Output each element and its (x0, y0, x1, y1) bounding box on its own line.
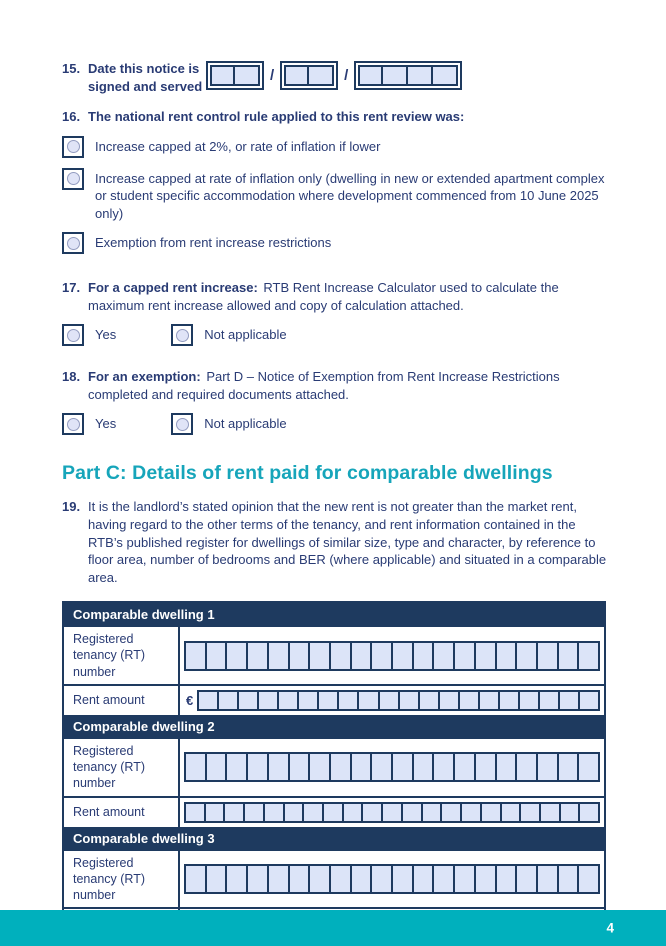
character-box[interactable] (453, 754, 474, 780)
character-box[interactable] (412, 754, 433, 780)
character-box[interactable] (217, 692, 237, 709)
character-box[interactable] (246, 643, 267, 669)
character-box[interactable] (458, 692, 478, 709)
question-18 (62, 368, 608, 403)
character-box[interactable] (557, 866, 578, 892)
row-fields (180, 798, 604, 827)
character-box[interactable] (536, 754, 557, 780)
character-box[interactable] (225, 754, 246, 780)
character-box[interactable] (246, 754, 267, 780)
character-box[interactable] (515, 643, 536, 669)
character-box[interactable] (412, 643, 433, 669)
date-digit-box[interactable] (358, 65, 383, 86)
character-box[interactable] (283, 804, 303, 821)
checkbox[interactable] (62, 136, 84, 158)
character-box[interactable] (186, 754, 205, 780)
question-15-label: Date this notice is signed and served (88, 61, 203, 94)
form-content (62, 60, 608, 940)
character-box[interactable] (378, 692, 398, 709)
character-box[interactable] (246, 866, 267, 892)
character-box[interactable] (350, 643, 371, 669)
character-box[interactable] (577, 754, 598, 780)
date-digit-box[interactable] (309, 65, 334, 86)
radio-circle-icon (67, 172, 80, 185)
checkbox-option (171, 324, 286, 346)
character-box[interactable] (381, 804, 401, 821)
question-17-choices (62, 324, 608, 346)
character-box[interactable] (432, 643, 453, 669)
character-box[interactable] (267, 643, 288, 669)
character-box[interactable] (478, 692, 498, 709)
character-box[interactable] (558, 692, 578, 709)
character-box[interactable] (329, 866, 350, 892)
row-label: Rent amount (64, 798, 180, 827)
checkbox-label: Yes (95, 327, 117, 343)
question-number: 18. (62, 369, 81, 385)
question-number: 15. (62, 61, 81, 76)
character-box[interactable] (329, 643, 350, 669)
character-box[interactable] (557, 643, 578, 669)
character-box[interactable] (263, 804, 283, 821)
character-box[interactable] (297, 692, 317, 709)
character-box[interactable] (474, 754, 495, 780)
character-box[interactable] (536, 643, 557, 669)
checkbox-option (62, 324, 116, 346)
date-digit-box[interactable] (383, 65, 408, 86)
character-box[interactable] (391, 643, 412, 669)
character-box[interactable] (288, 754, 309, 780)
part-c-title: Part C: Details of rent paid for comparable dwellings (62, 462, 553, 485)
radio-circle-icon (67, 329, 80, 342)
date-group (280, 61, 338, 90)
character-box[interactable] (223, 804, 243, 821)
date-digit-box[interactable] (433, 65, 458, 86)
character-box[interactable] (370, 866, 391, 892)
radio-circle-icon (67, 237, 80, 250)
character-box[interactable] (277, 692, 297, 709)
character-box[interactable] (391, 754, 412, 780)
question-16-options (62, 136, 608, 255)
character-box[interactable] (257, 692, 277, 709)
character-box[interactable] (453, 866, 474, 892)
date-separator: / (344, 67, 349, 84)
checkbox-label: Increase capped at 2%, or rate of inflation if lower (95, 138, 381, 154)
character-box[interactable] (350, 754, 371, 780)
character-box[interactable] (515, 866, 536, 892)
checkbox-label: Increase capped at rate of inflation only (dwelling in new or extended apartment complex or student specific accommodation where development commenced from 10 June 2025 only) (95, 170, 605, 221)
character-box[interactable] (288, 866, 309, 892)
character-box[interactable] (361, 804, 381, 821)
question-15 (62, 60, 608, 95)
euro-symbol: € (186, 692, 194, 708)
question-18-lead: For an exemption: (88, 369, 201, 385)
question-number: 17. (62, 280, 81, 296)
character-box[interactable] (438, 692, 458, 709)
rent-amount-boxes (197, 690, 600, 711)
character-box[interactable] (243, 804, 263, 821)
question-17-body: RTB Rent Increase Calculator used to calculate the maximum rent increase allowed and copy of calculation attached. (88, 280, 559, 313)
row-fields (180, 686, 604, 715)
checkbox[interactable] (62, 232, 84, 254)
date-group (206, 61, 264, 90)
character-box[interactable] (186, 804, 204, 821)
question-19 (62, 498, 608, 586)
character-box[interactable] (308, 866, 329, 892)
question-19-text: It is the landlord’s stated opinion that the new rent is not greater than the market rent, having regard to the other terms of the tenancy, and rent information contained in the RTB’s published register for dwellings of similar size, type and character, by reference to floor area, number of bedrooms and BER (where applicable) and situated in a comparable area. (88, 499, 607, 585)
character-box[interactable] (519, 804, 539, 821)
character-box[interactable] (432, 866, 453, 892)
date-group (354, 61, 462, 90)
row-fields (180, 627, 604, 684)
character-box[interactable] (350, 866, 371, 892)
character-box[interactable] (329, 754, 350, 780)
character-box[interactable] (370, 643, 391, 669)
radio-circle-icon (176, 418, 189, 431)
dwelling-section-header: Comparable dwelling 2 (64, 715, 604, 737)
checkbox[interactable] (62, 324, 84, 346)
question-17-lead: For a capped rent increase: (88, 280, 258, 296)
character-box[interactable] (412, 866, 433, 892)
character-box[interactable] (317, 692, 337, 709)
character-box[interactable] (474, 866, 495, 892)
character-box[interactable] (495, 643, 516, 669)
row-label: Registered tenancy (RT) number (64, 851, 180, 908)
checkbox-label: Not applicable (204, 327, 287, 343)
character-box[interactable] (401, 804, 421, 821)
checkbox-option (62, 232, 608, 254)
checkbox[interactable] (62, 168, 84, 190)
question-17 (62, 279, 608, 314)
character-box[interactable] (515, 754, 536, 780)
table-row (64, 849, 604, 908)
checkbox[interactable] (171, 413, 193, 435)
radio-circle-icon (67, 418, 80, 431)
character-box[interactable] (267, 754, 288, 780)
character-box[interactable] (559, 804, 579, 821)
question-number: 19. (62, 499, 81, 515)
checkbox-label: Exemption from rent increase restrictions (95, 235, 332, 251)
question-18-text (88, 368, 608, 403)
question-18-body: Part D – Notice of Exemption from Rent Increase Restrictions completed and required documents attached. (88, 369, 560, 402)
character-box[interactable] (199, 692, 217, 709)
checkbox-label: Yes (95, 416, 117, 432)
character-box[interactable] (308, 754, 329, 780)
character-box[interactable] (322, 804, 342, 821)
character-box[interactable] (557, 754, 578, 780)
character-box[interactable] (474, 643, 495, 669)
character-box[interactable] (205, 643, 226, 669)
character-box[interactable] (440, 804, 460, 821)
row-label: Registered tenancy (RT) number (64, 627, 180, 684)
character-box[interactable] (495, 754, 516, 780)
character-box[interactable] (308, 643, 329, 669)
question-16-heading: The national rent control rule applied to this rent review was: (88, 109, 465, 125)
character-box[interactable] (418, 692, 438, 709)
row-fields (180, 851, 604, 908)
table-row (64, 625, 604, 684)
question-number: 16. (62, 109, 81, 125)
row-fields (180, 739, 604, 796)
table-row (64, 737, 604, 796)
character-box[interactable] (186, 643, 205, 669)
checkbox[interactable] (62, 413, 84, 435)
checkbox-option (171, 413, 286, 435)
date-signed-field (206, 61, 462, 90)
dwelling-section-header: Comparable dwelling 3 (64, 827, 604, 849)
rt-number-boxes (184, 641, 600, 671)
character-box[interactable] (578, 692, 598, 709)
character-box[interactable] (577, 866, 598, 892)
character-box[interactable] (237, 692, 257, 709)
character-box[interactable] (186, 866, 205, 892)
character-box[interactable] (288, 643, 309, 669)
character-box[interactable] (337, 692, 357, 709)
date-digit-box[interactable] (235, 65, 260, 86)
date-digit-box[interactable] (408, 65, 433, 86)
character-box[interactable] (577, 643, 598, 669)
character-box[interactable] (539, 804, 559, 821)
character-box[interactable] (453, 643, 474, 669)
character-box[interactable] (421, 804, 441, 821)
table-row (64, 796, 604, 827)
date-separator: / (270, 67, 275, 84)
question-17-text (88, 279, 608, 314)
question-18-choices (62, 413, 608, 435)
checkbox-label: Not applicable (204, 416, 287, 432)
character-box[interactable] (500, 804, 520, 821)
character-box[interactable] (342, 804, 362, 821)
row-label: Registered tenancy (RT) number (64, 739, 180, 796)
character-box[interactable] (538, 692, 558, 709)
character-box[interactable] (480, 804, 500, 821)
character-box[interactable] (225, 866, 246, 892)
character-box[interactable] (302, 804, 322, 821)
checkbox[interactable] (171, 324, 193, 346)
radio-circle-icon (176, 329, 189, 342)
character-box[interactable] (205, 866, 226, 892)
character-box[interactable] (398, 692, 418, 709)
checkbox-option (62, 168, 608, 223)
rt-number-boxes (184, 752, 600, 782)
rt-number-boxes (184, 864, 600, 894)
page-number: 4 (606, 920, 614, 936)
row-label: Rent amount (64, 686, 180, 715)
date-digit-box[interactable] (210, 65, 235, 86)
character-box[interactable] (225, 643, 246, 669)
footer-bar (0, 910, 666, 946)
character-box[interactable] (498, 692, 518, 709)
question-16 (62, 108, 608, 126)
radio-circle-icon (67, 140, 80, 153)
rent-amount-boxes (184, 802, 600, 823)
character-box[interactable] (370, 754, 391, 780)
character-box[interactable] (518, 692, 538, 709)
character-box[interactable] (495, 866, 516, 892)
character-box[interactable] (536, 866, 557, 892)
character-box[interactable] (357, 692, 377, 709)
character-box[interactable] (391, 866, 412, 892)
table-row (64, 684, 604, 715)
checkbox-option (62, 136, 608, 158)
comparable-dwellings-table (62, 601, 606, 940)
character-box[interactable] (205, 754, 226, 780)
character-box[interactable] (204, 804, 224, 821)
character-box[interactable] (460, 804, 480, 821)
checkbox-option (62, 413, 116, 435)
character-box[interactable] (578, 804, 598, 821)
character-box[interactable] (267, 866, 288, 892)
date-digit-box[interactable] (284, 65, 309, 86)
dwelling-section-header: Comparable dwelling 1 (64, 603, 604, 625)
character-box[interactable] (432, 754, 453, 780)
